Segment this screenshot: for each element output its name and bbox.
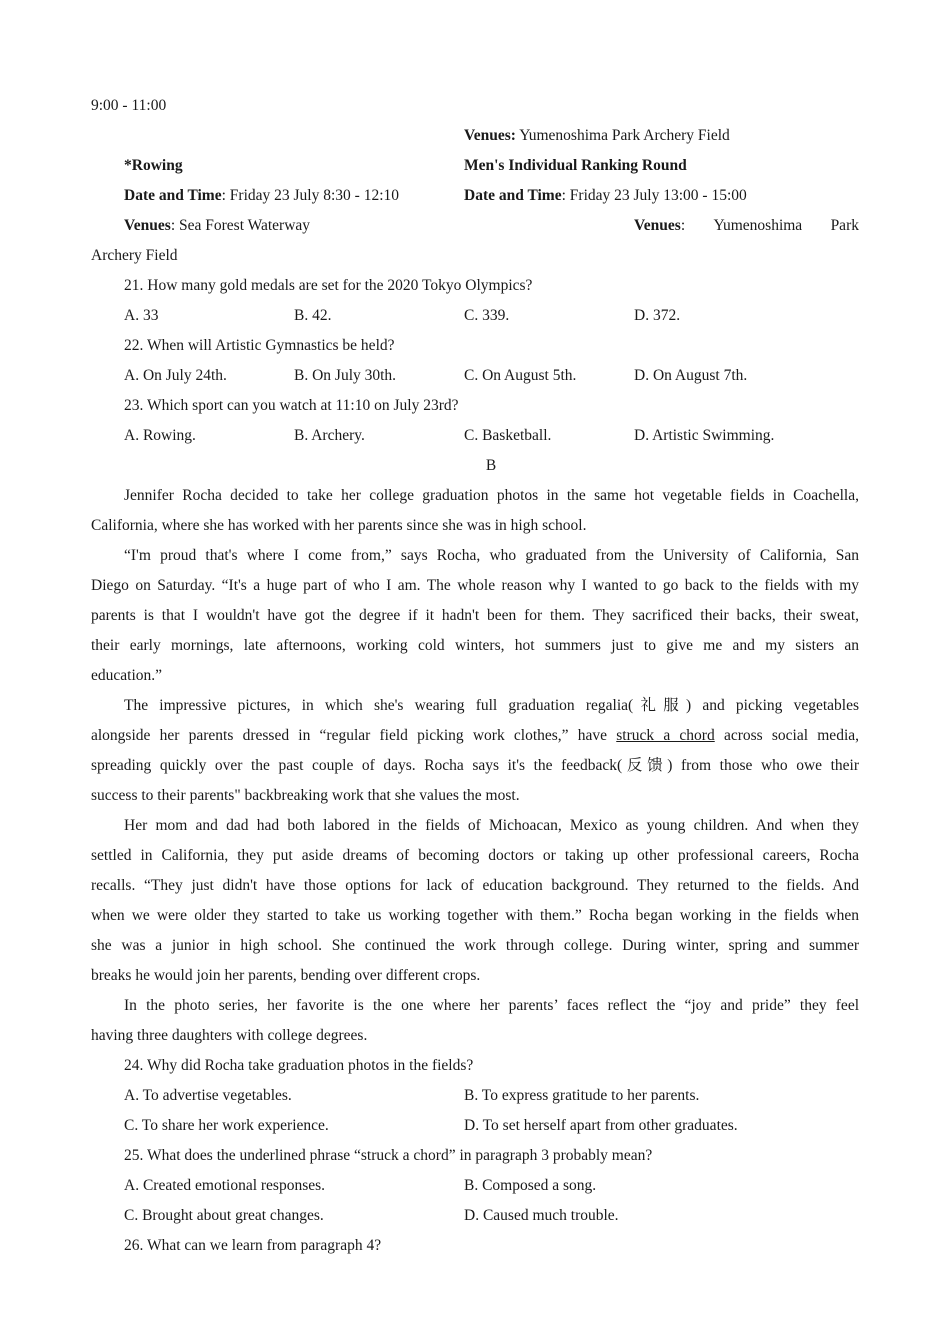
archery-venue-value: Yumenoshima Park Archery Field: [515, 127, 730, 144]
p4-line-4: when we were older they started to take us working together with them.” Rocha began working in the fields when: [91, 907, 859, 924]
section-b-heading: B: [485, 457, 497, 474]
p3-line-1: The impressive pictures, in which she's wearing full graduation regalia(礼服) and picking vegetables: [124, 697, 859, 714]
rowing-venue-value: : Sea Forest Waterway: [170, 217, 311, 234]
p4-line-6: breaks he would join her parents, bending over different crops.: [91, 967, 481, 984]
archery-venue-2-label: Venues: [634, 217, 681, 234]
archery-datetime: [464, 186, 747, 206]
q22-option-b: B. On July 30th.: [294, 367, 397, 384]
archery-venue-2: Venues: Yumenoshima Park: [634, 217, 859, 234]
rowing-venue: [124, 216, 310, 236]
q23-option-b: B. Archery.: [294, 427, 365, 444]
p3-line-3: spreading quickly over the past couple of days. Rocha says it's the feedback(反馈) from those who owe their: [91, 757, 859, 774]
p2-line-1: “I'm proud that's where I come from,” says Rocha, who graduated from the University of California, San: [124, 547, 859, 564]
q22-option-a: A. On July 24th.: [124, 367, 227, 384]
p4-line-1: Her mom and dad had both labored in the fields of Michoacan, Mexico as young children. And when they: [124, 817, 859, 834]
q24-option-d: D. To set herself apart from other graduates.: [464, 1117, 738, 1134]
q23-option-d: D. Artistic Swimming.: [634, 427, 775, 444]
p4-line-5: she was a junior in high school. She continued the work through college. During winter, spring and summer: [91, 937, 859, 954]
archery-datetime-label: Date and Time: [464, 187, 562, 204]
archery-venue-2-word1: Yumenoshima: [713, 217, 803, 234]
archery-venue-2-cont: Archery Field: [91, 247, 178, 264]
q23-option-a: A. Rowing.: [124, 427, 196, 444]
q24-option-a: A. To advertise vegetables.: [124, 1087, 292, 1104]
rowing-title: *Rowing: [124, 157, 183, 174]
question-24: 24. Why did Rocha take graduation photos in the fields?: [124, 1057, 474, 1074]
archery-title: Men's Individual Ranking Round: [464, 157, 687, 174]
p2-line-2: Diego on Saturday. “It's a huge part of who I am. The whole reason why I wanted to go back to the fields with my: [91, 577, 859, 594]
question-23: 23. Which sport can you watch at 11:10 on July 23rd?: [124, 397, 459, 414]
rowing-venue-label: Venues: [124, 217, 171, 234]
question-26: 26. What can we learn from paragraph 4?: [124, 1237, 382, 1254]
q25-option-a: A. Created emotional responses.: [124, 1177, 326, 1194]
q21-option-c: C. 339.: [464, 307, 510, 324]
q21-option-d: D. 372.: [634, 307, 681, 324]
q23-option-c: C. Basketball.: [464, 427, 552, 444]
q22-option-d: D. On August 7th.: [634, 367, 748, 384]
question-25: 25. What does the underlined phrase “struck a chord” in paragraph 3 probably mean?: [124, 1147, 653, 1164]
p4-line-3: recalls. “They just didn't have those options for lack of education background. They returned to the fields. And: [91, 877, 859, 894]
p3-line-2: alongside her parents dressed in “regular field picking work clothes,” have struck a chord across social media,: [91, 727, 860, 744]
p5-line-1: In the photo series, her favorite is the one where her parents’ faces reflect the “joy and pride” they feel: [124, 997, 859, 1014]
q25-option-c: C. Brought about great changes.: [124, 1207, 324, 1224]
schedule-time-prev: 9:00 - 11:00: [91, 97, 167, 114]
q24-option-c: C. To share her work experience.: [124, 1117, 329, 1134]
p5-line-2: having three daughters with college degrees.: [91, 1027, 368, 1044]
p4-line-2: settled in California, they put aside dreams of becoming doctors or taking up other professional careers, Rocha: [91, 847, 859, 864]
q25-option-b: B. Composed a song.: [464, 1177, 597, 1194]
rowing-datetime-label: Date and Time: [124, 187, 222, 204]
archery-datetime-value: : Friday 23 July 13:00 - 15:00: [561, 187, 747, 204]
p3-line-4: success to their parents" backbreaking work that she values the most.: [91, 787, 520, 804]
q21-option-b: B. 42.: [294, 307, 332, 324]
q24-option-b: B. To express gratitude to her parents.: [464, 1087, 700, 1104]
rowing-datetime: [124, 186, 399, 206]
underlined-phrase: struck a chord: [616, 727, 715, 744]
question-21: 21. How many gold medals are set for the 2020 Tokyo Olympics?: [124, 277, 533, 294]
archery-venue-2-word2: Park: [830, 217, 859, 234]
question-22: 22. When will Artistic Gymnastics be held?: [124, 337, 395, 354]
p2-line-3: parents is that I wouldn't have got the degree if it hadn't been for them. They sacrificed their backs, their sweat,: [91, 607, 859, 624]
q22-option-c: C. On August 5th.: [464, 367, 577, 384]
archery-venue-label: Venues:: [464, 127, 516, 144]
p2-line-5: education.”: [91, 667, 163, 684]
q25-option-d: D. Caused much trouble.: [464, 1207, 619, 1224]
p2-line-4: their early mornings, late afternoons, working cold winters, hot summers just to give me and my sisters an: [91, 637, 859, 654]
p1-line-2: California, where she has worked with her parents since she was in high school.: [91, 517, 587, 534]
q21-option-a: A. 33: [124, 307, 159, 324]
p1-line-1: Jennifer Rocha decided to take her college graduation photos in the same hot vegetable fields in Coachella,: [124, 487, 859, 504]
rowing-datetime-value: : Friday 23 July 8:30 - 12:10: [221, 187, 399, 204]
archery-venue-line: [464, 126, 730, 146]
